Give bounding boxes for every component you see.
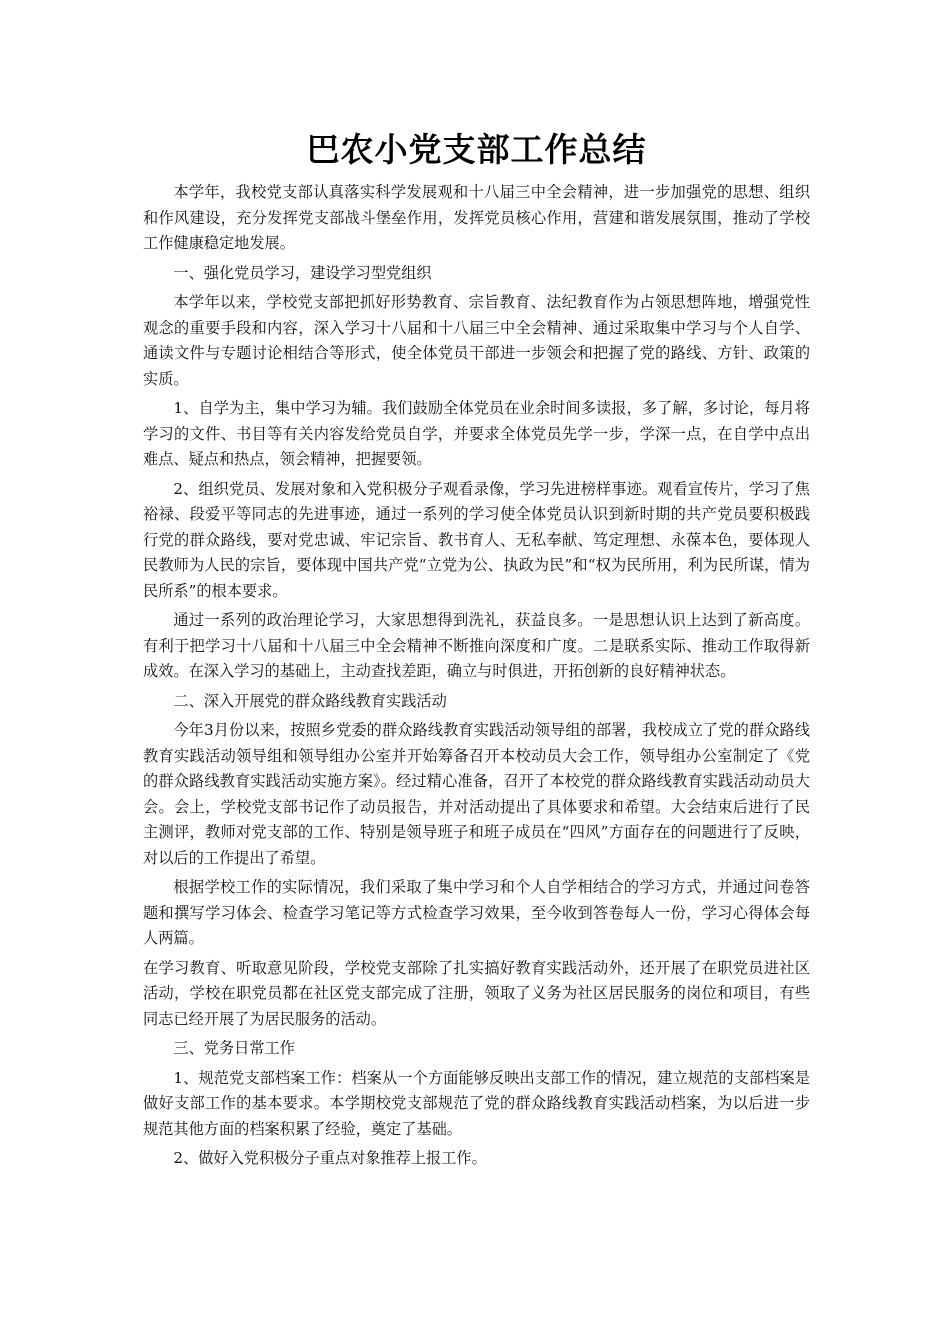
body-paragraph: 根据学校工作的实际情况，我们采取了集中学习和个人自学相结合的学习方式，并通过问卷答题和撰写学习体会、检查学习笔记等方式检查学习效果，至今收到答卷每人一份，学习心得体会每人两篇。: [143, 878, 810, 947]
body-paragraph: 在学习教育、听取意见阶段，学校党支部除了扎实搞好教育实践活动外，还开展了在职党员进社区活动，学校在职党员都在社区党支部完成了注册，领取了义务为社区居民服务的岗位和项目，有些同志已经开展了为居民服务的活动。: [143, 958, 810, 1028]
body-paragraph: 2、组织党员、发展对象和入党积极分子观看录像，学习先进榜样事迹。观看宣传片，学习了焦裕禄、段爱平等同志的先进事迹，通过一系列的学习使全体党员认识到新时期的共产党员要积极践行党的群众路线，要对党忠诚、牢记宗旨、教书育人、无私奉献、笃定理想、永葆本色，要体现人民教师为人民的宗旨，要体现中国共产党“立党为公、执政为民”和“权为民所用，利为民所谋，情为民所系”的根本要求。: [143, 479, 810, 600]
section-heading-1: 一、强化党员学习，建设学习型党组织: [173, 263, 432, 282]
body-paragraph: 今年3月份以来，按照乡党委的群众路线教育实践活动领导组的部署，我校成立了党的群众路线教育实践活动领导组和领导组办公室并开始筹备召开本校动员大会工作，领导组办公室制定了《党的群众路线教育实践活动实施方案》。经过精心准备，召开了本校党的群众路线教育实践活动动员大会。会上，学校党支部书记作了动员报告，并对活动提出了具体要求和希望。大会结束后进行了民主测评，教师对党支部的工作、特别是领导班子和班子成员在“四风”方面存在的问题进行了反映，对以后的工作提出了希望。: [143, 721, 810, 867]
intro-paragraph: 本学年，我校党支部认真落实科学发展观和十八届三中全会精神，进一步加强党的思想、组织和作风建设，充分发挥党支部战斗堡垒作用，发挥党员核心作用，营建和谐发展氛围，推动了学校工作健康稳定地发展。: [143, 183, 810, 252]
body-paragraph: 2、做好入党积极分子重点对象推荐上报工作。: [173, 1149, 487, 1167]
body-paragraph: 1、自学为主，集中学习为辅。我们鼓励全体党员在业余时间多读报，多了解，多讨论，每月将学习的文件、书目等有关内容发给党员自学，并要求全体党员先学一步，学深一点，在自学中点出难点、疑点和热点，领会精神，把握要领。: [143, 399, 810, 468]
body-paragraph: 1、规范党支部档案工作：档案从一个方面能够反映出支部工作的情况，建立规范的支部档案是做好支部工作的基本要求。本学期校党支部规范了党的群众路线教育实践活动档案，为以后进一步规范其他方面的档案积累了经验，奠定了基础。: [143, 1068, 810, 1138]
section-heading-3: 三、党务日常工作: [173, 1039, 295, 1057]
document-title: 巴农小党支部工作总结: [306, 130, 647, 169]
body-paragraph: 本学年以来，学校党支部把抓好形势教育、宗旨教育、法纪教育作为占领思想阵地，增强党性观念的重要手段和内容，深入学习十八届和十八届三中全会精神、通过采取集中学习与个人自学、通读文件与专题讨论相结合等形式，使全体党员干部进一步领会和把握了党的路线、方针、政策的实质。: [143, 293, 810, 388]
section-heading-2: 二、深入开展党的群众路线教育实践活动: [173, 691, 447, 710]
body-paragraph: 通过一系列的政治理论学习，大家思想得到洗礼，获益良多。一是思想认识上达到了新高度。有利于把学习十八届和十八届三中全会精神不断推向深度和广度。二是联系实际、推动工作取得新成效。在深入学习的基础上，主动查找差距，确立与时俱进，开拓创新的良好精神状态。: [143, 611, 810, 680]
document-page: [143, 128, 810, 1176]
